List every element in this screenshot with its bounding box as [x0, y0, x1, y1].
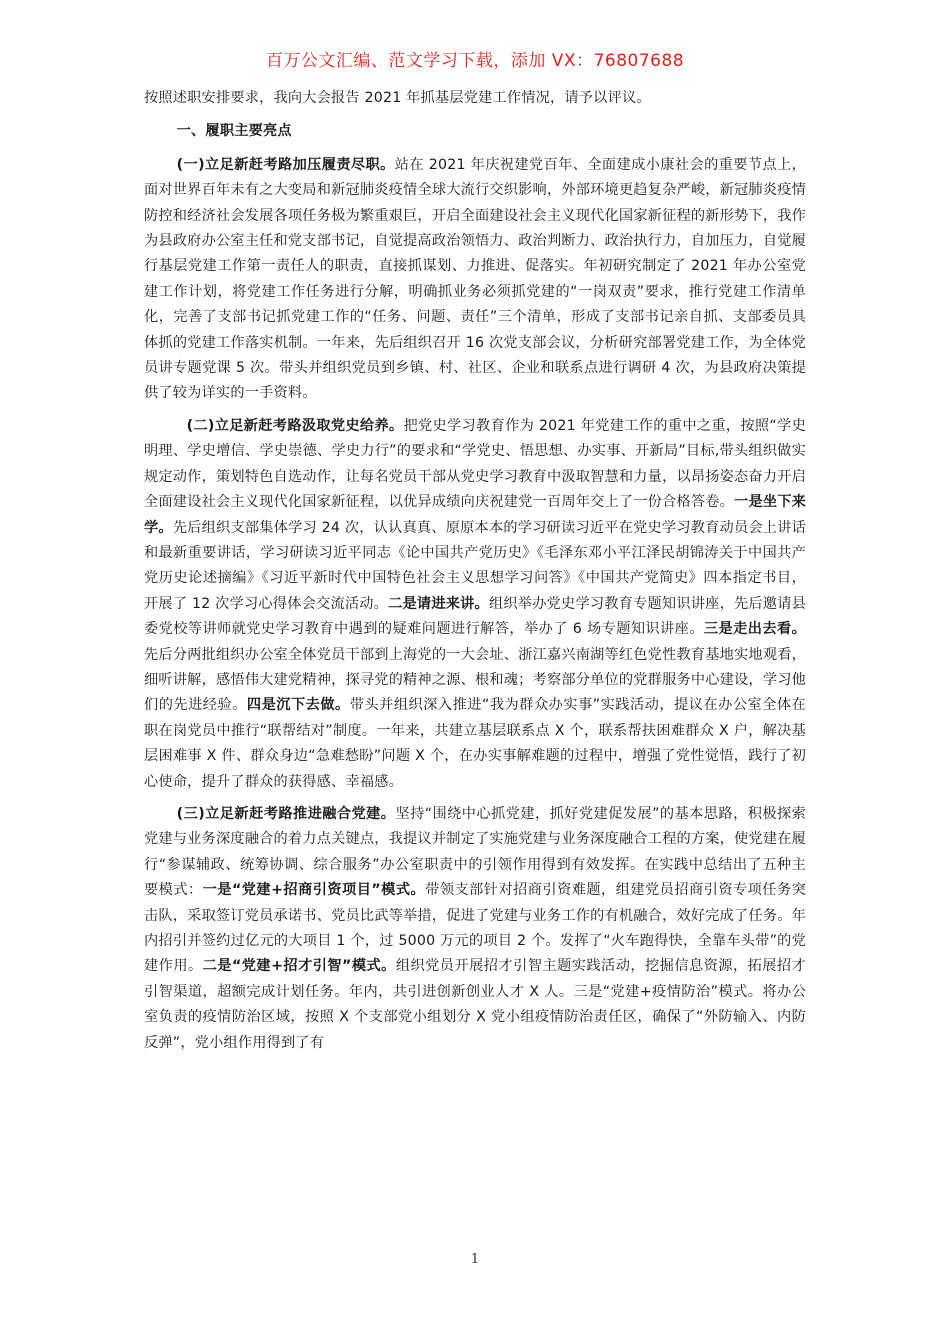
paragraph-3-keyword-1: 一是“党建+招商引资项目”模式。: [202, 882, 426, 899]
paragraph-2-body: 把党史学习教育作为 2021 年党建工作的重中之重，按照“学史明理、学史增信、学史崇德、学史力行”的要求和“学党史、悟思想、办实事、开新局”目标,带头组织做实规定动作，策划特色自选动作，让每名党员干部从党史学习教育中汲取智慧和力量，以昂扬姿态奋力开启全面建设社会主义现代化国家新征程，以优异成绩向庆祝建党一百周年交上了一份合格答卷。: [144, 417, 807, 511]
section-heading: 一、履职主要亮点: [176, 123, 292, 140]
paragraph-2-body: 先后分两批组织办公室全体党员干部到上海党的一大会址、浙江嘉兴南湖等红色党性教育基地实地观看，细听讲解，感悟伟大建党精神，探寻党的精神之源、根和魂；考察部分单位的党群服务中心建设，学习他们的先进经验。: [144, 646, 806, 714]
paragraph-2-keyword-3: 三是走出去看。: [703, 621, 806, 638]
paragraph-2: [144, 414, 806, 795]
paragraph-3-body: 坚持“围绕中心抓党建，抓好党建促发展”的基本思路，积极探索党建与业务深度融合的着力点关键点，我提议并制定了实施党建与业务深度融合工程的方案，使党建在履行“参谋辅政、统筹协调、综合服务”办公室职责中的引领作用得到有效发挥。在实践中总结出了五种主要模式：: [144, 805, 806, 899]
intro-paragraph: 按照述职安排要求，我向大会报告 2021 年抓基层党建工作情况，请予以评议。: [144, 90, 651, 106]
paragraph-3-keyword-2: 二是“党建+招才引智”模式。: [202, 958, 396, 975]
paragraph-2-body: 组织举办党史学习教育专题知识讲座，先后邀请县委党校等讲师就党史学习教育中遇到的疑难问题进行解答，举办了 6 场专题知识讲座。: [144, 595, 807, 638]
header-watermark-text: 百万公文汇编、范文学习下载，添加 VX：76807688: [265, 51, 685, 71]
paragraph-2-keyword-2: 二是请进来讲。: [388, 595, 489, 612]
document-body: [144, 86, 806, 1063]
paragraph-1-body: 站在 2021 年庆祝建党百年、全面建成小康社会的重要节点上，面对世界百年未有之大变局和新冠肺炎疫情全球大流行交织影响，外部环境更趋复杂严峻，新冠肺炎疫情防控和经济社会发展各项任务极为繁重艰巨，开启全面建设社会主义现代化国家新征程的新形势下，我作为县政府办公室主任和党支部书记，自觉提高政治领悟力、政治判断力、政治执行力，自加压力，自觉履行基层党建工作第一责任人的职责，直接抓谋划、力推进、促落实。年初研究制定了 2021 年办公室党建工作计划，将党建工作任务进行分解，明确抓业务必须抓党建的“一岗双责”要求，推行党建工作清单化，完善了支部书记抓党建工作的“任务、问题、责任”三个清单，形成了支部书记亲自抓、支部委员具体抓的党建工作落实机制。一年来，先后组织召开 16 次党支部会议，分析研究部署党建工作，为全体党员讲专题党课 5 次。带头并组织党员到乡镇、村、社区、企业和联系点进行调研 4 次，为县政府决策提供了较为详实的一手资料。: [144, 156, 806, 402]
paragraph-2-keyword-1: 一是坐下来学。: [144, 494, 806, 536]
paragraph-3-body: 组织党员开展招才引智主题实践活动，挖掘信息资源，拓展招才引智渠道，超额完成计划任务。年内，共引进创新创业人才 X 人。三是“党建+疫情防治”模式。将办公室负责的疫情防治区域，按照 X 个支部党小组划分 X 党小组疫情防治责任区，确保了“外防输入、内防反弹”，党小组作用得到了有: [144, 958, 806, 1051]
paragraph-1-title: (一)立足新赶考路加压履责尽职。: [176, 156, 395, 173]
page-number: 1: [470, 1252, 480, 1267]
paragraph-2-keyword-4: 四是沉下去做。: [246, 697, 350, 714]
paragraph-3: [144, 802, 806, 1056]
paragraph-2-body: 先后组织支部集体学习 24 次，认认真真、原原本本的学习研读习近平在党史学习教育动员会上讲话和最新重要讲话，学习研读习近平同志《论中国共产党历史》《毛泽东邓小平江泽民胡锦涛关于中国共产党历史论述摘编》《习近平新时代中国特色社会主义思想学习问答》《中国共产党简史》四本指定书目，开展了 12 次学习心得体会交流活动。: [144, 519, 806, 612]
paragraph-3-body: 带领支部针对招商引资难题，组建党员招商引资专项任务突击队，采取签订党员承诺书、党员比武等举措，促进了党建与业务工作的有机融合，效好完成了任务。年内招引并签约过亿元的大项目 1 个，过 5000 万元的项目 2 个。发挥了“火车跑得快，全靠车头带”的党建作用。: [144, 882, 806, 975]
paragraph-1: [144, 153, 806, 407]
paragraph-2-title: (二)立足新赶考路汲取党史给养。: [186, 417, 404, 434]
paragraph-2-body: 带头并组织深入推进“我为群众办实事”实践活动，提议在办公室全体在职在岗党员中推行“联帮结对”制度。一年来，共建立基层联系点 X 个，联系帮扶困难群众 X 户，解决基层困难事 X 件、群众身边“急难愁盼”问题 X 个，在办实事解难题的过程中，增强了党性觉悟，践行了初心使命，提升了群众的获得感、幸福感。: [144, 697, 807, 790]
paragraph-3-title: (三)立足新赶考路推进融合党建。: [176, 805, 396, 822]
